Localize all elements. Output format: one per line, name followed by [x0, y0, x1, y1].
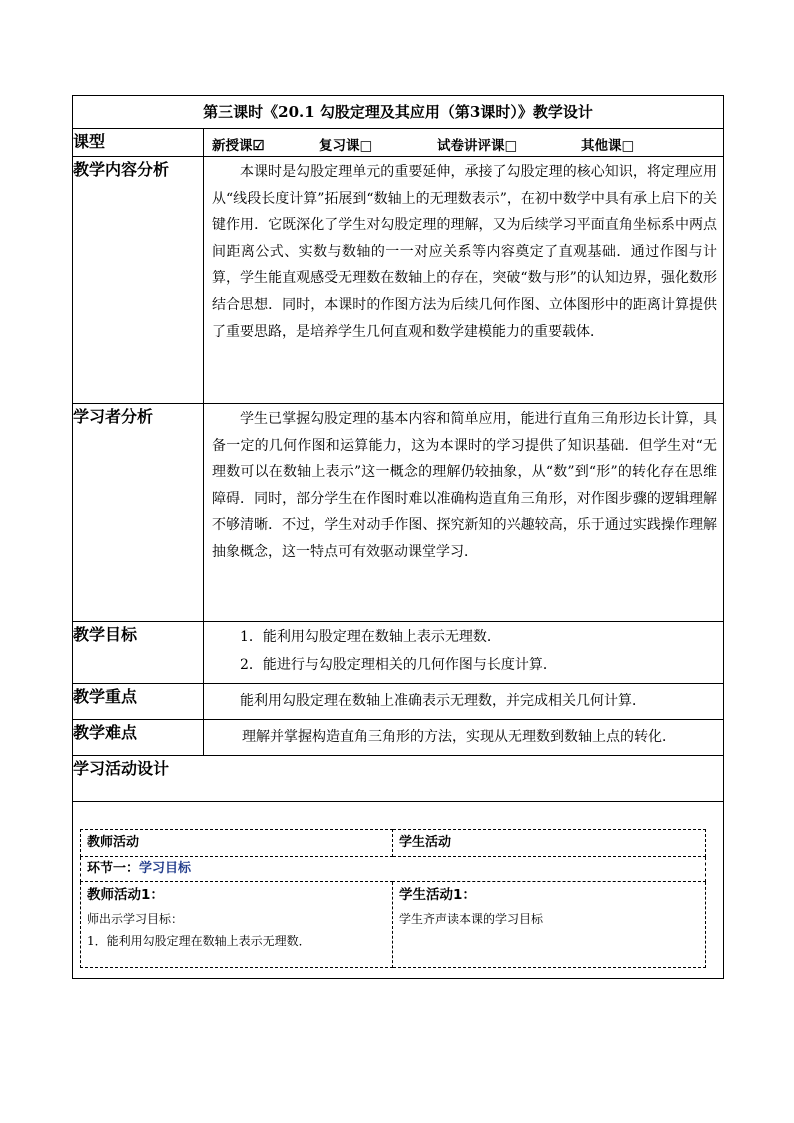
section-heading [81, 857, 706, 882]
section-title: 学习目标 [139, 861, 192, 876]
lesson-type-review: 复习课□ [319, 138, 373, 154]
objectives-label: 教学目标 [73, 622, 204, 684]
key-point-label: 教学重点 [73, 684, 204, 720]
activity-design-label: 学习活动设计 [73, 756, 724, 802]
lesson-plan-page [72, 95, 723, 979]
student-activity-title: 学生活动1： [399, 887, 476, 903]
student-activity-line: 学生齐声读本课的学习目标 [399, 912, 544, 926]
page-title: 第三课时《20.1 勾股定理及其应用（第3课时）》教学设计 [73, 96, 724, 129]
teacher-activity-line: 1．能利用勾股定理在数轴上表示无理数． [87, 934, 311, 948]
teacher-activity-header: 教师活动 [81, 830, 393, 857]
student-activity-header: 学生活动 [393, 830, 706, 857]
activity-design-area [73, 802, 723, 978]
lesson-type-other: 其他课□ [581, 138, 635, 154]
section-prefix: 环节一： [87, 861, 140, 876]
learner-analysis-label: 学习者分析 [73, 404, 204, 622]
content-analysis-text: 本课时是勾股定理单元的重要延伸，承接了勾股定理的核心知识，将定理应用从“线段长度计算”拓展到“数轴上的无理数表示”，在初中数学中具有承上启下的关键作用．它既深化了学生对勾股定理的理解，又为后续学习平面直角坐标系中两点间距离公式、实数与数轴的一一对应关系等内容奠定了直观基础．通过作图与计算，学生能直观感受无理数在数轴上的存在，突破“数与形”的认知边界，强化数形结合思想．同时，本课时的作图方法为后续几何作图、立体图形中的距离计算提供了重要思路，是培养学生几何直观和数学建模能力的重要载体． [212, 164, 718, 340]
difficulty-text: 理解并掌握构造直角三角形的方法，实现从无理数到数轴上点的转化． [242, 729, 676, 745]
difficulty-label: 教学难点 [73, 720, 204, 756]
lesson-type-exam-review: 试卷讲评课□ [437, 138, 518, 154]
learner-analysis-text: 学生已掌握勾股定理的基本内容和简单应用，能进行直角三角形边长计算，具备一定的几何作图和运算能力，这为本课时的学习提供了知识基础．但学生对“无理数可以在数轴上表示”这一概念的理解仍较抽象，从“数”到“形”的转化存在思维障碍．同时，部分学生在作图时难以准确构造直角三角形，对作图步骤的逻辑理解不够清晰．不过，学生对动手作图、探究新知的兴趣较高，乐于通过实践操作理解抽象概念，这一特点可有效驱动课堂学习． [212, 411, 718, 560]
lesson-type-label: 课型 [73, 129, 204, 157]
objective-item: 1．能利用勾股定理在数轴上表示无理数． [240, 629, 501, 645]
content-analysis-label: 教学内容分析 [73, 157, 204, 404]
teacher-activity-cell [81, 882, 393, 968]
student-activity-cell [393, 882, 706, 968]
teacher-activity-line: 师出示学习目标： [87, 912, 184, 926]
teacher-activity-title: 教师活动1： [87, 887, 164, 903]
lesson-type-options [204, 129, 724, 157]
objective-item: 2．能进行与勾股定理相关的几何作图与长度计算． [240, 657, 557, 673]
key-point-text: 能利用勾股定理在数轴上准确表示无理数，并完成相关几何计算． [240, 693, 646, 709]
activity-table [80, 829, 706, 968]
lesson-plan-table [72, 95, 724, 979]
lesson-type-new: 新授课☑ [212, 138, 265, 154]
